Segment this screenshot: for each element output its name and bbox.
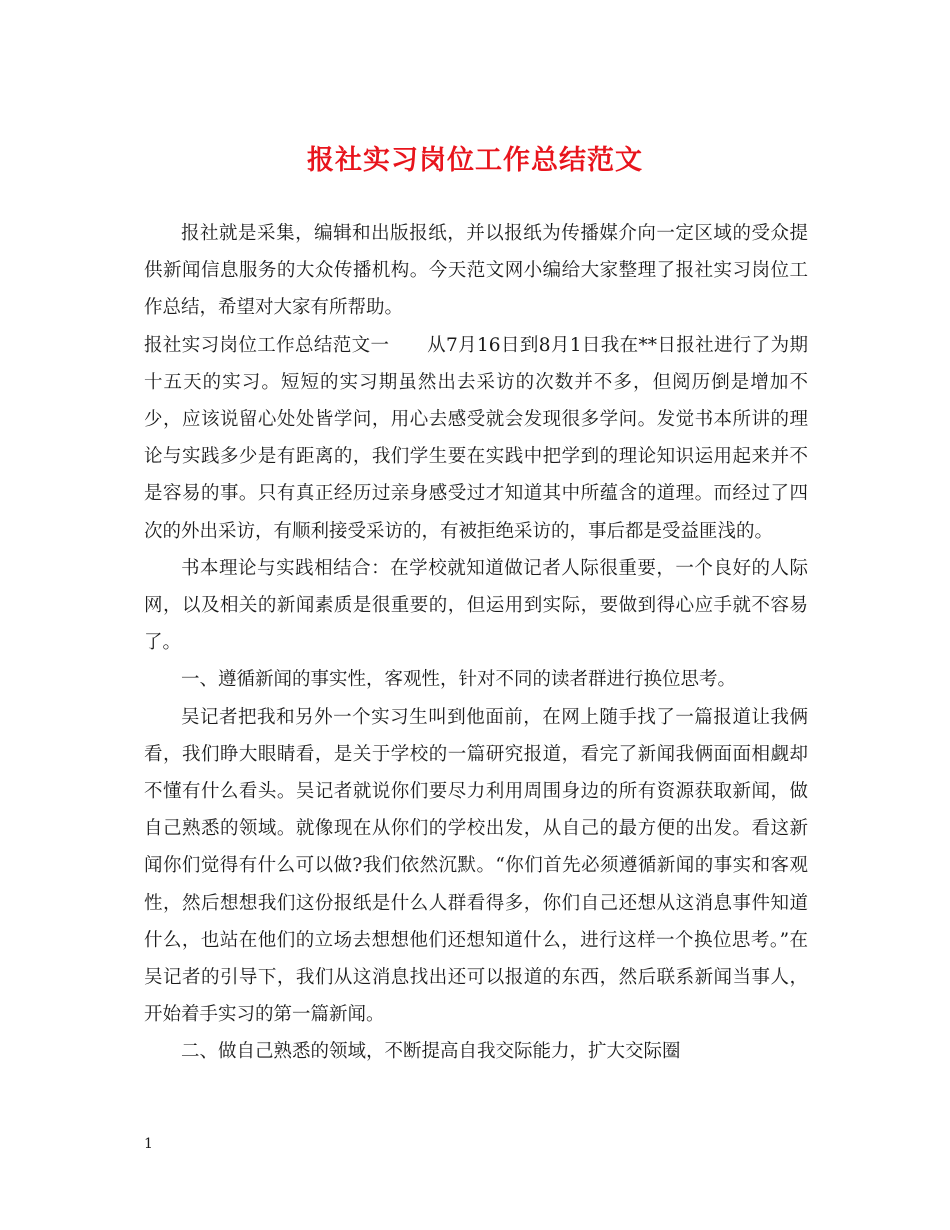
paragraph-theory-practice: 书本理论与实践相结合：在学校就知道做记者人际很重要，一个良好的人际网，以及相关的新闻素质是很重要的，但运用到实际，要做到得心应手就不容易了。 xyxy=(144,557,808,654)
heading-point-one: 一、遵循新闻的事实性，客观性，针对不同的读者群进行换位思考。 xyxy=(181,669,737,691)
paragraph-reporter-story: 吴记者把我和另外一个实习生叫到他面前，在网上随手找了一篇报道让我俩看，我们睁大眼睛看，是关于学校的一篇研究报道，看完了新闻我俩面面相觑却不懂有什么看头。吴记者就说你们要尽力利用周围身边的所有资源获取新闻，做自己熟悉的领域。就像现在从你们的学校出发，从自己的最方便的出发。看这新闻你们觉得有什么可以做?我们依然沉默。“你们首先必须遵循新闻的事实和客观性，然后想想我们这份报纸是什么人群看得多，你们自己还想从这消息事件知道什么，也站在他们的立场去想想他们还想知道什么，进行这样一个换位思考。”在吴记者的引导下，我们从这消息找出还可以报道的东西，然后联系新闻当事人，开始着手实习的第一篇新闻。 xyxy=(144,706,808,1026)
paragraph-intro: 报社就是采集，编辑和出版报纸，并以报纸为传播媒介向一定区域的受众提供新闻信息服务的大众传播机构。今天范文网小编给大家整理了报社实习岗位工作总结，希望对大家有所帮助。 xyxy=(144,223,808,319)
heading-point-two: 二、做自己熟悉的领域，不断提高自我交际能力，扩大交际圈 xyxy=(181,1041,681,1063)
document-title: 报社实习岗位工作总结范文 xyxy=(307,145,643,176)
paragraph-section-one: 报社实习岗位工作总结范文一 从7月16日到8月1日我在**日报社进行了为期十五天的实习。短短的实习期虽然出去采访的次数并不多，但阅历倒是增加不少，应该说留心处处皆学问，用心去感受就会发现很多学问。发觉书本所讲的理论与实践多少是有距离的，我们学生要在实践中把学到的理论知识运用起来并不是容易的事。只有真正经历过亲身感受过才知道其中所蕴含的道理。而经过了四次的外出采访，有顺利接受采访的，有被拒绝采访的，事后都是受益匪浅的。 xyxy=(144,334,808,542)
document-body xyxy=(144,215,808,1071)
page-number: 1 xyxy=(144,1136,153,1152)
